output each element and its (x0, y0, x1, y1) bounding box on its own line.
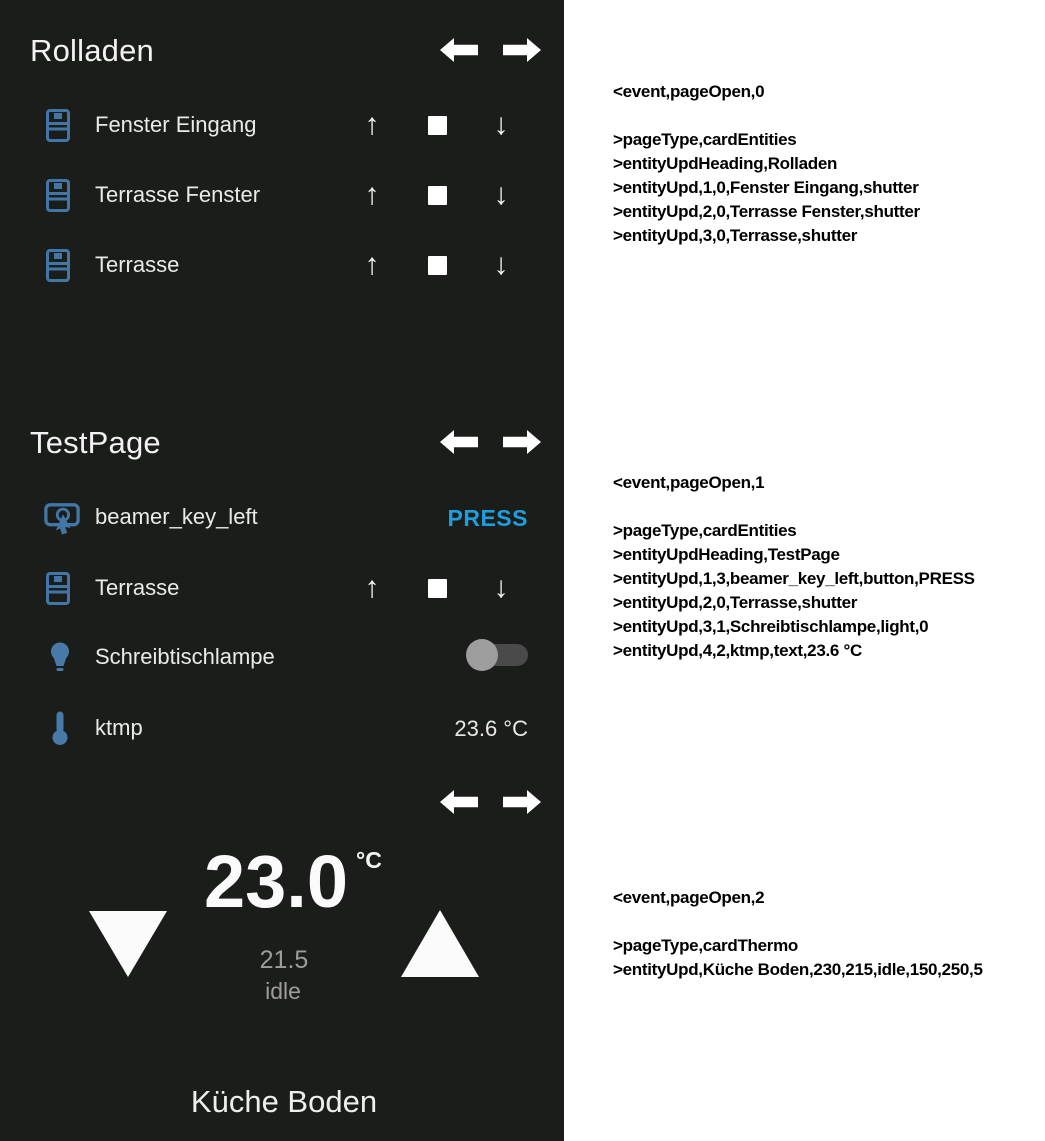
log-block-page1 (613, 471, 1043, 663)
page-title-testpage: TestPage (30, 425, 161, 460)
stop-icon (428, 579, 447, 598)
log-block-page2 (613, 886, 1043, 982)
arrow-up-icon: ↑ (364, 178, 380, 211)
entity-label: Terrasse Fenster (95, 182, 261, 207)
log-line (613, 910, 1043, 934)
arrow-up-icon: ↑ (364, 108, 380, 141)
log-line: <event,pageOpen,0 (613, 82, 765, 101)
shutter-down-button[interactable] (479, 173, 523, 217)
shutter-down-button[interactable] (479, 243, 523, 287)
arrow-right-icon (503, 36, 541, 64)
log-line: >entityUpdHeading,Rolladen (613, 154, 838, 173)
lightbulb-icon (48, 641, 72, 679)
stop-icon (428, 116, 447, 135)
window-shutter-icon (46, 572, 70, 610)
arrow-down-icon: ↓ (493, 571, 509, 604)
light-toggle-knob[interactable] (466, 639, 498, 671)
nav-right-arrow-button[interactable] (503, 36, 541, 64)
shutter-stop-button[interactable] (415, 173, 459, 217)
arrow-right-icon (503, 788, 541, 816)
log-line: >entityUpd,2,0,Terrasse,shutter (613, 593, 858, 612)
log-line: >entityUpd,Küche Boden,230,215,idle,150,250,5 (613, 960, 983, 979)
stop-icon (428, 256, 447, 275)
window-shutter-icon (46, 179, 70, 217)
arrow-down-icon: ↓ (493, 178, 509, 211)
window-shutter-icon (46, 249, 70, 287)
window-shutter-icon (46, 109, 70, 147)
log-line: >entityUpd,1,3,beamer_key_left,button,PRESS (613, 569, 975, 588)
log-line: >entityUpd,3,0,Terrasse,shutter (613, 226, 858, 245)
arrow-up-icon: ↑ (364, 248, 380, 281)
log-line: >entityUpd,2,0,Terrasse Fenster,shutter (613, 202, 920, 221)
shutter-stop-button[interactable] (415, 566, 459, 610)
arrow-right-icon (503, 428, 541, 456)
page-title-rolladen: Rolladen (30, 33, 154, 68)
gesture-tap-button-icon (44, 501, 80, 542)
log-line: >entityUpd,3,1,Schreibtischlampe,light,0 (613, 617, 929, 636)
log-line: <event,pageOpen,1 (613, 473, 765, 492)
current-temperature: 23.0 (203, 840, 349, 923)
temperature-unit: °C (356, 847, 382, 873)
shutter-up-button[interactable] (350, 173, 394, 217)
arrow-left-icon (440, 428, 478, 456)
shutter-stop-button[interactable] (415, 103, 459, 147)
log-line: >entityUpd,4,2,ktmp,text,23.6 °C (613, 641, 862, 660)
stop-icon (428, 186, 447, 205)
target-temperature: 21.5 (259, 946, 309, 974)
nav-left-arrow-button[interactable] (440, 36, 478, 64)
log-line (613, 104, 1043, 128)
entity-label: ktmp (95, 715, 143, 740)
shutter-down-button[interactable] (479, 103, 523, 147)
nav-right-arrow-button[interactable] (503, 788, 541, 816)
temperature-value: 23.6 °C (454, 716, 528, 741)
shutter-up-button[interactable] (350, 243, 394, 287)
nav-left-arrow-button[interactable] (440, 428, 478, 456)
thermometer-icon (50, 710, 70, 751)
entity-label: beamer_key_left (95, 504, 258, 529)
thermostat-name: Küche Boden (190, 1084, 378, 1119)
shutter-stop-button[interactable] (415, 243, 459, 287)
log-line: >entityUpdHeading,TestPage (613, 545, 840, 564)
nav-left-arrow-button[interactable] (440, 788, 478, 816)
entity-label: Terrasse (95, 575, 180, 600)
log-line (613, 495, 1043, 519)
arrow-down-icon: ↓ (493, 108, 509, 141)
hvac-state: idle (265, 978, 301, 1004)
press-button[interactable]: PRESS (447, 505, 528, 531)
shutter-up-button[interactable] (350, 103, 394, 147)
arrow-down-icon: ↓ (493, 248, 509, 281)
log-line: >pageType,cardEntities (613, 521, 797, 540)
entity-label: Fenster Eingang (95, 112, 257, 137)
log-line: >pageType,cardEntities (613, 130, 797, 149)
arrow-left-icon (440, 788, 478, 816)
nav-right-arrow-button[interactable] (503, 428, 541, 456)
shutter-up-button[interactable] (350, 566, 394, 610)
entity-label: Schreibtischlampe (95, 644, 275, 669)
log-line: <event,pageOpen,2 (613, 888, 765, 907)
entity-label: Terrasse (95, 252, 180, 277)
log-line: >entityUpd,1,0,Fenster Eingang,shutter (613, 178, 919, 197)
log-line: >pageType,cardThermo (613, 936, 798, 955)
arrow-left-icon (440, 36, 478, 64)
log-block-page0 (613, 80, 1043, 248)
arrow-up-icon: ↑ (364, 571, 380, 604)
shutter-down-button[interactable] (479, 566, 523, 610)
